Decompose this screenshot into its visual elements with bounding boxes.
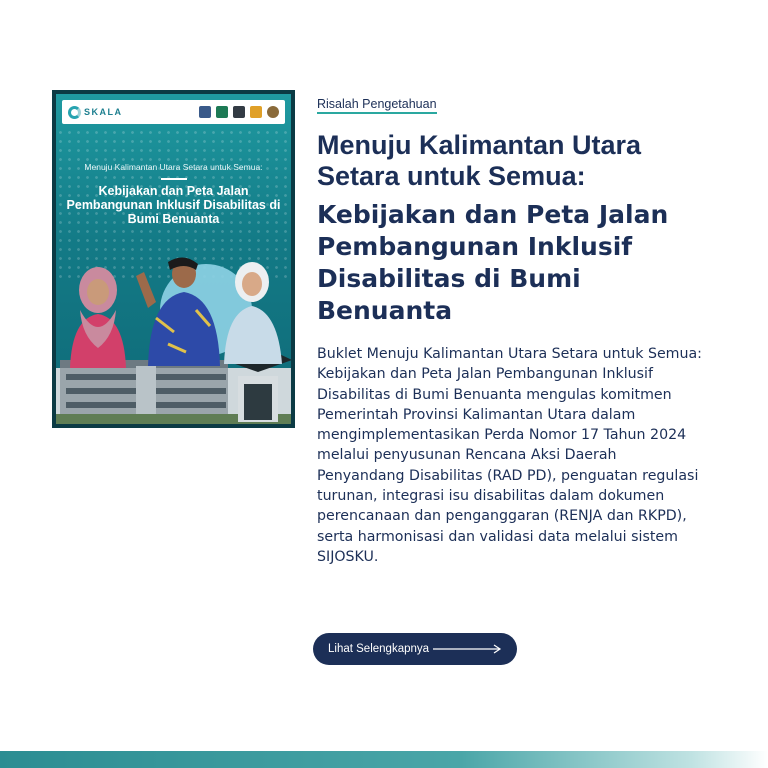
- cover-subtitle: Menuju Kalimantan Utara Setara untuk Semua:: [84, 162, 263, 172]
- australian-government-emblem-icon: [267, 106, 279, 118]
- see-more-button[interactable]: [313, 633, 517, 665]
- skala-logo-icon: [68, 106, 81, 119]
- booklet-description: Buklet Menuju Kalimantan Utara Setara untuk Semua: Kebijakan dan Peta Jalan Pembangunan Inklusif Disabilitas di Bumi Benuanta mengulas komitmen Pemerintah Provinsi Kalimantan Utara dalam mengimplementasikan Perda Nomor 17 Tahun 2024 melalui penyusunan Rencana Aksi Daerah Penyandang Disabilitas (RAD PD), penguatan regulasi turunan, integrasi isu disabilitas dalam dokumen perencanaan dan penganggaran (RENJA dan RKPD), serta harmonisasi dan validasi data melalui sistem SIJOSKU.: [317, 346, 702, 565]
- booklet-cover-art: [56, 94, 291, 424]
- partner-logos: [199, 106, 279, 118]
- headline-secondary: Kebijakan dan Peta Jalan Pembangunan Inklusif Disabilitas di Bumi Benuanta: [317, 200, 669, 325]
- skala-logo-text: SKALA: [84, 107, 123, 117]
- cover-photo: [56, 248, 291, 424]
- government-emblem-icon: [233, 106, 245, 118]
- headline-primary: Menuju Kalimantan Utara Setara untuk Semua:: [317, 130, 642, 191]
- booklet-cover: [52, 90, 295, 428]
- category-label: Risalah Pengetahuan: [317, 97, 437, 114]
- see-more-button-label: Lihat Selengkapnya: [328, 643, 430, 655]
- footer-gradient-band: [0, 751, 768, 768]
- arrow-right-icon: [433, 644, 503, 654]
- partner-leaf-icon: [250, 106, 262, 118]
- ministry-emblem-icon: [216, 106, 228, 118]
- cover-title: Kebijakan dan Peta Jalan Pembangunan Inklusif Disabilitas di Bumi Benuanta: [66, 184, 281, 226]
- person-woman-pink-hijab: [70, 267, 126, 368]
- provincial-emblem-icon: [199, 106, 211, 118]
- cover-divider: [161, 178, 187, 180]
- skala-logo: [68, 106, 123, 119]
- cover-logo-bar: [62, 100, 285, 124]
